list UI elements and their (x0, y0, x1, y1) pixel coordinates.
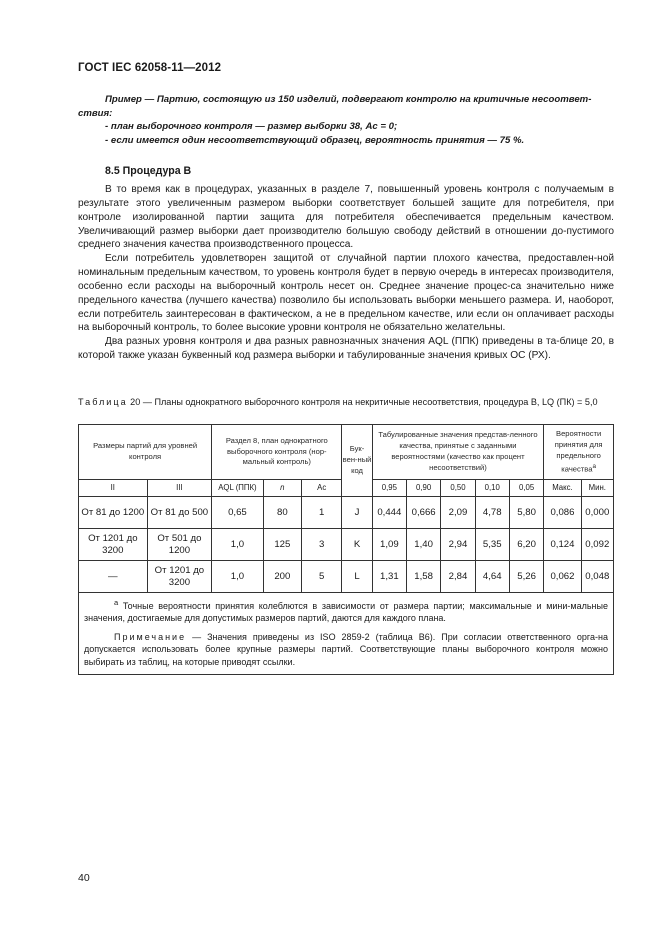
table-caption-label: Таблица (78, 397, 128, 407)
footnote-mark: a (114, 598, 119, 607)
table-row (79, 497, 614, 529)
subheader-cell: n (263, 480, 301, 497)
header-lot-sizes: Размеры партий для уровней контроля (79, 425, 212, 480)
table-cell: 1,58 (406, 561, 440, 593)
header-probabilities (544, 425, 614, 480)
table-cell: 5,26 (509, 561, 543, 593)
table-cell: 1,09 (372, 529, 406, 561)
header-plan: Раздел 8, план однократного выборочного контроля (нор-мальный контроль) (212, 425, 342, 480)
footnote-text: Точные вероятности принятия колеблются в зависимости от размера партии; максимальные и мини-мальные значения, достигаемые для допустимых размеров партий, даются для каждого плана. (84, 601, 608, 624)
table-cell: 4,64 (475, 561, 509, 593)
table-cell: 80 (263, 497, 301, 529)
page-number: 40 (78, 872, 90, 884)
table-cell: 0,048 (581, 561, 613, 593)
table-cell: 125 (263, 529, 301, 561)
table-cell: 1,0 (212, 529, 263, 561)
section-title: 8.5 Процедура В (105, 165, 192, 177)
table-cell: От 1201 до 3200 (79, 529, 148, 561)
table-cell: 2,09 (441, 497, 475, 529)
subheader-cell: Ac (302, 480, 342, 497)
table-cell: 0,124 (544, 529, 581, 561)
example-item: - если имеется один несоответствующий образец, вероятность принятия — 75 %. (105, 134, 525, 146)
table-caption (78, 396, 614, 408)
example-line: Пример — Партию, состоящую из 150 изделий, подвергают контролю на критичные несоответ-ствия: (78, 94, 592, 119)
subheader-cell: AQL (ППК) (212, 480, 263, 497)
subheader-cell: 0,95 (372, 480, 406, 497)
table-cell: 0,086 (544, 497, 581, 529)
table-cell: 2,94 (441, 529, 475, 561)
table-footnote (84, 597, 608, 625)
header-letter-code: Бук-вен-ный код (342, 425, 372, 497)
table-cell: 1 (302, 497, 342, 529)
subheader-cell: 0,90 (406, 480, 440, 497)
table-cell: K (342, 529, 372, 561)
table-cell: 200 (263, 561, 301, 593)
note-text: — Значения приведены из ISO 2859-2 (таблица В6). При согласии ответственного орга-на допускается использовать более крупные размеры партий. Соответствующие планы выборочного контроля можно выбирать из таблиц, на которые приводят ссылки. (84, 631, 608, 667)
subheader-cell: Макс. (544, 480, 581, 497)
table-cell: 3 (302, 529, 342, 561)
table-cell: 5,35 (475, 529, 509, 561)
table-cell: 1,31 (372, 561, 406, 593)
table-cell: 0,444 (372, 497, 406, 529)
table-caption-text: 20 — Планы однократного выборочного контроля на некритичные несоответствия, процедура В, LQ (ПК) = 5,0 (127, 397, 598, 407)
table-cell: От 501 до 1200 (147, 529, 212, 561)
subheader-cell: II (79, 480, 148, 497)
table-cell: От 1201 до 3200 (147, 561, 212, 593)
table-cell: 0,000 (581, 497, 613, 529)
subheader-cell: 0,05 (509, 480, 543, 497)
note-label: Примечание (114, 631, 187, 642)
table-cell: 1,40 (406, 529, 440, 561)
table-cell: — (79, 561, 148, 593)
table-cell: От 81 до 500 (147, 497, 212, 529)
example-item: - план выборочного контроля — размер выборки 38, Ac = 0; (105, 121, 398, 133)
subheader-cell: 0,50 (441, 480, 475, 497)
subheader-cell: 0,10 (475, 480, 509, 497)
body-text (78, 183, 614, 363)
table-cell: 0,062 (544, 561, 581, 593)
paragraph: В то время как в процедурах, указанных в разделе 7, повышенный уровень контроля с получаемым в результате этого увеличенным размером выборки соответствует большей защите для потребителя, при контроле изолированной партии защита для потребителя обеспечивается предельным качеством. Увеличивающий размер выборки дает производителю большую свободу действий в отношении до-пустимого среднего значения качества производственного процесса. (78, 184, 614, 251)
paragraph: Если потребитель удовлетворен защитой от случайной партии плохого качества, предоставлен-ной номинальным предельным качеством, то уровень контроля будет в первую очередь в интересах производителя, особенно если расходы на выборочный контроль несет он. Среднее значение процес-са значительно ниже предельного качества (лучшего качества) позволило бы использовать выборки меньшего размера. И, наоборот, если потребитель заинтересован в фактическом, а не в предельном качестве, или если он оплачивает расходы на выборочный контроль, то более высокие уровни контроля не обязательно желательны. (78, 253, 614, 334)
paragraph: Два разных уровня контроля и два разных равнозначных значения AQL (ППК) приведены в та-блице 20, в которой также указан буквенный код размера выборки и табулированные значения кривых ОС (РХ). (78, 336, 614, 362)
table-row (79, 561, 614, 593)
table-cell: 5 (302, 561, 342, 593)
table-cell: 5,80 (509, 497, 543, 529)
header-probabilities-text: Вероятности принятия для предельного качества (554, 429, 603, 474)
table-cell: 0,666 (406, 497, 440, 529)
footnote-mark: a (592, 462, 596, 470)
table-cell: 1,0 (212, 561, 263, 593)
table-cell: J (342, 497, 372, 529)
table-cell: L (342, 561, 372, 593)
example-block (78, 93, 618, 147)
table-cell: 6,20 (509, 529, 543, 561)
sampling-plan-table (78, 424, 614, 675)
table-cell: 0,092 (581, 529, 613, 561)
table-note (84, 631, 608, 668)
table-cell: От 81 до 1200 (79, 497, 148, 529)
table-cell: 2,84 (441, 561, 475, 593)
table-cell: 0,65 (212, 497, 263, 529)
subheader-cell: III (147, 480, 212, 497)
table-cell: 4,78 (475, 497, 509, 529)
table-row (79, 529, 614, 561)
header-tabulated-values: Табулированные значения представ-ленного качества, принятые с заданными вероятностями (качество как процент несоответствий) (372, 425, 544, 480)
table-notes (79, 593, 614, 675)
subheader-cell: Мин. (581, 480, 613, 497)
document-header: ГОСТ IEC 62058-11—2012 (78, 62, 222, 74)
